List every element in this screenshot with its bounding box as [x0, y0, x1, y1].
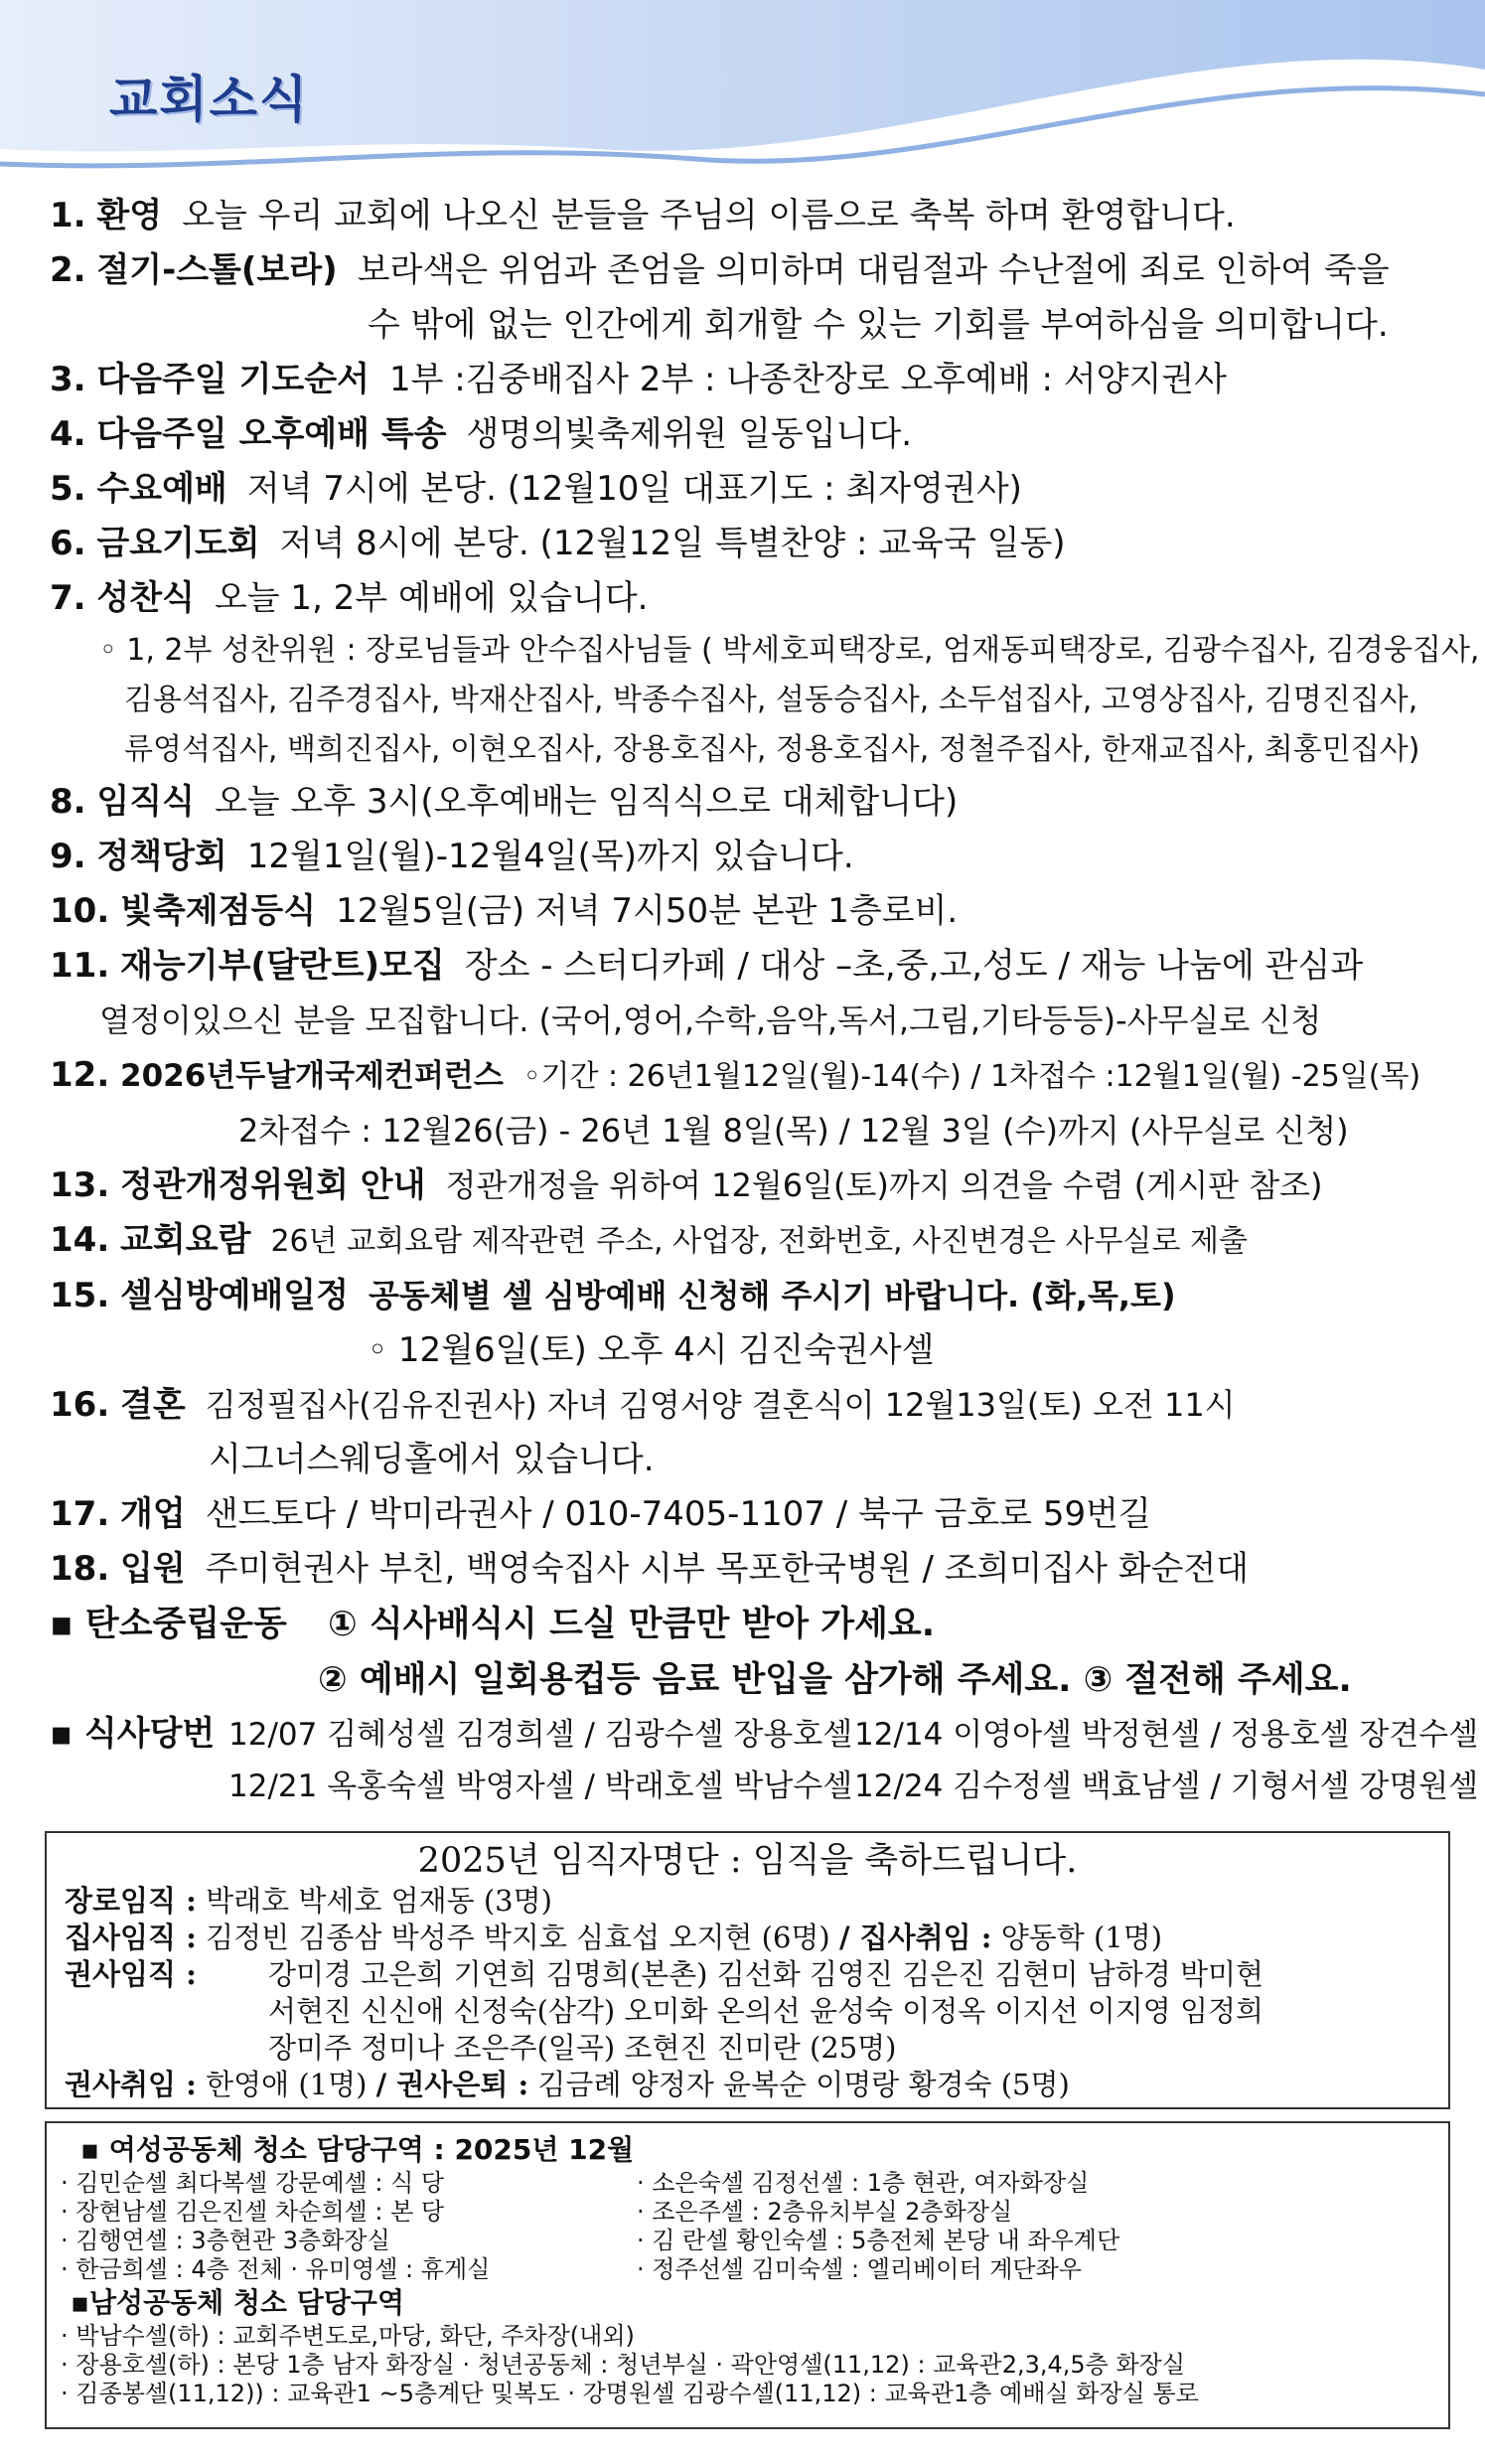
women-cleaning-row: · 김행연셀 : 3층현관 3층화장실 · 김 란셀 황인숙셀 : 5층전체 본당 내 좌우계단 [61, 2227, 1120, 2254]
news-item-11: 11. 재능기부(달란트)모집 장소 - 스터디카페 / 대상 –초,중,고,성도 / 재능 나눔에 관심과 [50, 946, 1364, 986]
women-cleaning-title: ▪ 여성공동체 청소 담당구역 : 2025년 12월 [80, 2133, 635, 2166]
news-item-9: 9. 정책당회 12월1일(월)-12월4일(목)까지 있습니다. [50, 837, 854, 876]
news-item-6: 6. 금요기도회 저녁 8시에 본당. (12월12일 특별찬양 : 교육국 일동) [50, 524, 1066, 563]
news-item-13: 13. 정관개정위원회 안내 정관개정을 위하여 12월6일(토)까지 의견을 수렴 (게시판 참조) [50, 1165, 1323, 1205]
kwonsa-install-row: 권사취임 : 한영애 (1명) / 권사은퇴 : 김금례 양정자 윤복순 이명랑 황경숙 (5명) [65, 2068, 1070, 2101]
news-item-16-cont: 시그너스웨딩홀에서 있습니다. [209, 1440, 655, 1479]
news-item-4: 4. 다음주일 오후예배 특송 생명의빛축제위원 일동입니다. [50, 414, 913, 454]
news-item-17: 17. 개업 샌드토다 / 박미라권사 / 010-7405-1107 / 북구 금호로 59번길 [50, 1494, 1151, 1534]
communion-committee-line: 류영석집사, 백희진집사, 이현오집사, 장용호집사, 정용호집사, 정철주집사, 한재교집사, 최홍민집사) [124, 732, 1420, 767]
men-cleaning-row: · 김종봉셀(11,12)) : 교육관1 ~5층계단 및복도 · 강명원셀 김광수셀(11,12) : 교육관1층 예배실 화장실 통로 [61, 2380, 1199, 2407]
news-list [50, 189, 1480, 1812]
women-cleaning-row: · 김민순셀 최다복셀 강문예셀 : 식 당 · 소은숙셀 김정선셀 : 1층 현관, 여자화장실 [61, 2169, 1090, 2197]
news-item-8: 8. 임직식 오늘 오후 3시(오후예배는 임직식으로 대체합니다) [50, 782, 959, 822]
women-cleaning-row: · 장현남셀 김은진셀 차순희셀 : 본 당 · 조은주셀 : 2층유치부실 2층화장실 [61, 2198, 1013, 2226]
men-cleaning-title: ▪남성공동체 청소 담당구역 [71, 2286, 405, 2319]
news-item-7: 7. 성찬식 오늘 1, 2부 예배에 있습니다. [50, 578, 649, 618]
news-item-12-cont: 2차접수 : 12월26(금) - 26년 1월 8일(목) / 12월 3일 (수)까지 (사무실로 신청) [238, 1112, 1349, 1150]
deacon-row: 집사임직 : 김정빈 김종삼 박성주 박지호 심효섭 오지현 (6명) / 집사취임 : 양동학 (1명) [65, 1921, 1163, 1954]
cleaning-box [45, 2121, 1450, 2429]
news-item-16: 16. 결혼 김정필집사(김유진권사) 자녀 김영서양 결혼식이 12월13일(토) 오전 11시 [50, 1385, 1236, 1425]
carbon-neutral-notice-2: ② 예배시 일회용컵등 음료 반입을 삼가해 주세요. ③ 절전해 주세요. [318, 1660, 1352, 1700]
communion-committee-line: 김용석집사, 김주경집사, 박재산집사, 박종수집사, 설동승집사, 소두섭집사, 고영상집사, 김명진집사, [124, 683, 1418, 717]
news-item-18: 18. 입원 주미현권사 부친, 백영숙집사 시부 목포한국병원 / 조희미집사 화순전대 [50, 1549, 1250, 1589]
meal-duty-row: ▪ 식사당번 12/07 김혜성셀 김경희셀 / 김광수셀 장용호셀12/14 이영아셀 박정현셀 / 정용호셀 장견수셀 [50, 1714, 1479, 1754]
women-cleaning-row: · 한금희셀 : 4층 전체 · 유미영셀 : 휴게실 · 정주선셀 김미숙셀 : 엘리베이터 계단좌우 [61, 2255, 1082, 2283]
elder-row: 장로임직 : 박래호 박세호 엄재동 (3명) [65, 1884, 552, 1918]
communion-committee-line: ◦ 1, 2부 성찬위원 : 장로님들과 안수집사님들 ( 박세호피택장로, 엄재동피택장로, 김광수집사, 김경웅집사, [99, 633, 1480, 668]
news-item-11-cont: 열정이있으신 분을 모집합니다. (국어,영어,수학,음악,독서,그림,기타등등)-사무실로 신청 [99, 1001, 1322, 1039]
news-item-15-cont: ◦ 12월6일(토) 오후 4시 김진숙권사셀 [368, 1330, 935, 1370]
news-item-15: 15. 셀심방예배일정 공동체별 셀 심방예배 신청해 주시기 바랍니다. (화,목,토) [50, 1276, 1176, 1315]
news-item-12: 12. 2026년두날개국제컨퍼런스 ◦기간 : 26년1월12일(월)-14(수) / 1차접수 :12월1일(월) -25일(목) [50, 1055, 1421, 1095]
page-title: 교회소식 [109, 71, 310, 128]
officers-title: 2025년 임직자명단 : 임직을 축하드립니다. [417, 1841, 1078, 1881]
men-cleaning-row: · 장용호셀(하) : 본당 1층 남자 화장실 · 청년공동체 : 청년부실 · 곽안영셀(11,12) : 교육관2,3,4,5층 화장실 [61, 2351, 1186, 2379]
news-item-3: 3. 다음주일 기도순서 1부 :김중배집사 2부 : 나종찬장로 오후예배 : 서양지권사 [50, 360, 1227, 399]
news-item-10: 10. 빛축제점등식 12월5일(금) 저녁 7시50분 본관 1층로비. [50, 891, 959, 931]
news-item-1: 1. 환영 오늘 우리 교회에 나오신 분들을 주님의 이름으로 축복 하며 환영합니다. [50, 196, 1236, 235]
meal-duty-row: 12/21 옥홍숙셀 박영자셀 / 박래호셀 박남수셀12/24 김수정셀 백효남셀 / 기형서셀 강명원셀 [228, 1769, 1479, 1804]
news-item-2-cont: 수 밖에 없는 인간에게 회개할 수 있는 기회를 부여하심을 의미합니다. [368, 305, 1389, 345]
men-cleaning-row: · 박남수셀(하) : 교회주변도로,마당, 화단, 주차장(내외) [61, 2322, 635, 2350]
kwonsa-row: 권사임직 : 강미경 고은희 기연희 김명희(본촌) 김선화 김영진 김은진 김현미 남하경 박미현 서현진 신신애 신정숙(삼각) 오미화 온의선 윤성숙 이정옥 이지선 이지영 임정희 장미주 정미나 조은주(일곡) 조현진 진미란 (25명) [65, 1957, 1264, 2065]
carbon-neutral-notice: ▪ 탄소중립운동 ① 식사배식시 드실 만큼만 받아 가세요. [50, 1605, 936, 1644]
officers-box [45, 1831, 1450, 2109]
news-item-2: 2. 절기-스톨(보라) 보라색은 위엄과 존엄을 의미하며 대림절과 수난절에 죄로 인하여 죽을 [50, 250, 1390, 290]
news-item-5: 5. 수요예배 저녁 7시에 본당. (12월10일 대표기도 : 최자영권사) [50, 469, 1022, 509]
news-item-14: 14. 교회요람 26년 교회요람 제작관련 주소, 사업장, 전화번호, 사진변경은 사무실로 제출 [50, 1220, 1248, 1260]
